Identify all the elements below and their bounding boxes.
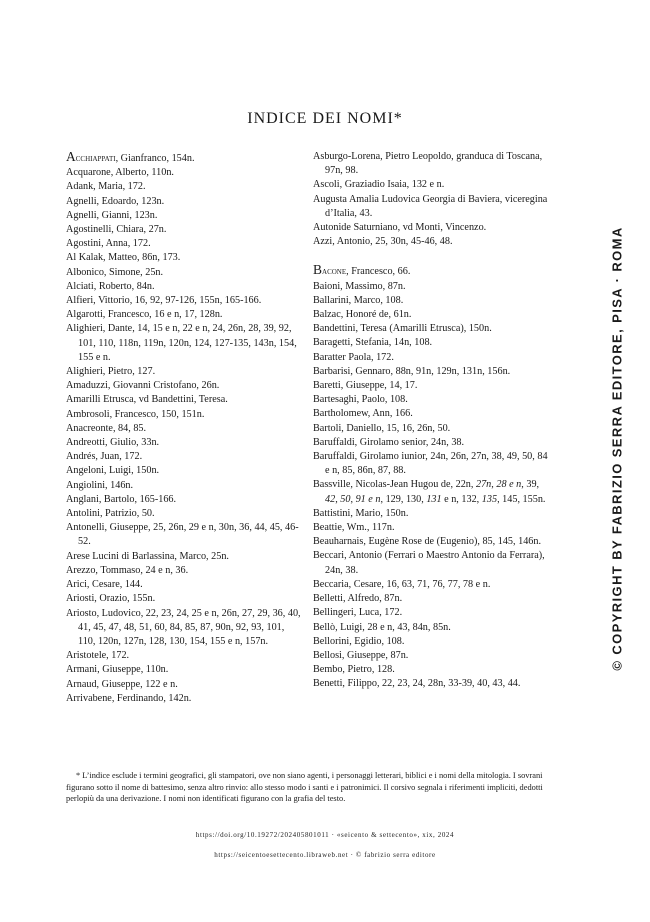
- index-entry: Bellingeri, Luca, 172.: [313, 607, 403, 619]
- index-entry: Autonide Saturniano, vd Monti, Vincenzo.: [313, 222, 487, 234]
- footnote-text: L’indice esclude i termini geografici, gli stampatori, ove non siano agenti, i personaggi letterari, biblici e i nomi della mitologia. I sovrani figurano sotto il nome di battesimo, senza altro rinvio: allo stesso modo i santi e i patronimici. Il corsivo segnala i riferimenti impliciti, dedotti perlopiù da una derivazione. I nomi non identificati figurano con la grafia del testo.: [66, 771, 543, 803]
- index-entry: Baragetti, Stefania, 14n, 108.: [313, 337, 433, 349]
- index-entry: Al Kalak, Matteo, 86n, 173.: [66, 252, 181, 264]
- bassville-italic: 131: [426, 493, 442, 505]
- bassville-italic: 135: [481, 493, 498, 505]
- index-entry: Ambrosoli, Francesco, 150, 151n.: [66, 408, 205, 420]
- index-entry: Bartoli, Daniello, 15, 16, 26n, 50.: [313, 422, 451, 434]
- index-entry: Battistini, Mario, 150n.: [313, 507, 409, 519]
- index-entry: Arese Lucini di Barlassina, Marco, 25n.: [66, 550, 229, 562]
- right-b-entry-list-1: [313, 280, 551, 479]
- index-entry: Beattie, Wm., 117n.: [313, 522, 395, 534]
- index-entry: Benetti, Filippo, 22, 23, 24, 28n, 33-39, 40, 43, 44.: [313, 678, 521, 690]
- index-entry: Agnelli, Edoardo, 123n.: [66, 195, 165, 207]
- index-entry: Agostinelli, Chiara, 27n.: [66, 224, 167, 236]
- index-entry: Antolini, Patrizio, 50.: [66, 508, 155, 520]
- index-entry: Baruffaldi, Girolamo iunior, 24n, 26n, 27n, 38, 49, 50, 84 e n, 85, 86n, 87, 88.: [313, 451, 548, 477]
- footnote-mark: *: [76, 771, 81, 780]
- index-entry: Azzi, Antonio, 25, 30n, 45-46, 48.: [313, 236, 453, 248]
- index-entry: Ariosti, Orazio, 155n.: [66, 593, 156, 605]
- index-entry: Anacreonte, 84, 85.: [66, 422, 147, 434]
- bassville-part: , 129, 130,: [380, 493, 427, 505]
- index-entry: Angiolini, 146n.: [66, 479, 134, 491]
- index-entry: Arrivabene, Ferdinando, 142n.: [66, 692, 192, 704]
- right-a-entry-list: [313, 150, 551, 249]
- bassville-italic: 28 e n: [496, 479, 522, 491]
- index-column-left: [66, 150, 304, 706]
- right-b-entry-list-2: [313, 507, 551, 692]
- index-entry: Beccaria, Cesare, 16, 63, 71, 76, 77, 78 e n.: [313, 578, 491, 590]
- index-entry: Agostini, Anna, 172.: [66, 238, 151, 250]
- index-entry: Arnaud, Giuseppe, 122 e n.: [66, 678, 178, 690]
- index-entry: Bellò, Luigi, 28 e n, 43, 84n, 85n.: [313, 621, 451, 633]
- index-entry-first-a: [66, 150, 304, 166]
- index-entry: Baratter Paola, 172.: [313, 351, 394, 363]
- index-entry: Algarotti, Francesco, 16 e n, 17, 128n.: [66, 309, 223, 321]
- index-entry-first-b: [313, 263, 551, 279]
- page-title: [0, 110, 650, 128]
- index-entry: Asburgo-Lorena, Pietro Leopoldo, granduca di Toscana, 97n, 98.: [313, 151, 543, 177]
- index-entry-bassville: [313, 478, 551, 506]
- index-entry: Barbarisi, Gennaro, 88n, 91n, 129n, 131n, 156n.: [313, 365, 511, 377]
- bassville-italic: 50: [340, 493, 351, 505]
- copyright-text: © COPYRIGHT BY FABRIZIO SERRA EDITORE, PISA · ROMA: [609, 225, 625, 671]
- bassville-italic: 27n: [475, 479, 492, 491]
- doi-footer: https://doi.org/10.19272/202405801011 · «seicento & settecento», xix, 2024: [195, 831, 455, 839]
- index-entry: Acquarone, Alberto, 110n.: [66, 167, 174, 179]
- index-entry: Aristotele, 172.: [66, 650, 130, 662]
- index-entry: Agnelli, Gianni, 123n.: [66, 209, 158, 221]
- bassville-part: ,: [350, 493, 356, 505]
- index-entry: Antonelli, Giuseppe, 25, 26n, 29 e n, 30n, 36, 44, 45, 46-52.: [66, 522, 299, 548]
- first-word-rest-b: acone: [322, 266, 347, 278]
- index-entry: Beauharnais, Eugène Rose de (Eugenio), 85, 145, 146n.: [313, 536, 542, 548]
- bassville-part: , 145, 155n.: [497, 493, 546, 505]
- drop-letter-b: B: [313, 262, 323, 278]
- index-entry: Bartesaghi, Paolo, 108.: [313, 394, 408, 406]
- bassville-part: Bassville, Nicolas-Jean Hugou de, 22n,: [313, 479, 476, 491]
- index-entry: Bembo, Pietro, 128.: [313, 664, 395, 676]
- left-entry-list: [66, 166, 304, 706]
- index-entry: Baioni, Massimo, 87n.: [313, 280, 406, 292]
- index-entry: Anglani, Bartolo, 165-166.: [66, 493, 177, 505]
- index-entry: Amaduzzi, Giovanni Cristofano, 26n.: [66, 380, 220, 392]
- website-footer: https://seicentoesettecento.libraweb.net · © fabrizio serra editore: [214, 851, 436, 859]
- index-entry: Ballarini, Marco, 108.: [313, 294, 404, 306]
- index-entry: Armani, Giuseppe, 110n.: [66, 664, 169, 676]
- index-entry: Ascoli, Graziadio Isaia, 132 e n.: [313, 179, 445, 191]
- bassville-part: , 39,: [521, 479, 540, 491]
- letter-gap: [313, 249, 551, 263]
- copyright-notice: [606, 225, 628, 671]
- index-entry: Albonico, Simone, 25n.: [66, 266, 164, 278]
- index-entry: Andrés, Juan, 172.: [66, 451, 143, 463]
- index-column-right: [313, 150, 551, 692]
- index-entry: Belletti, Alfredo, 87n.: [313, 593, 403, 605]
- title-mark: *: [393, 110, 403, 127]
- bassville-part: e n, 132,: [441, 493, 482, 505]
- first-entry-rest-b: , Francesco, 66.: [346, 266, 411, 278]
- index-entry: Andreotti, Giulio, 33n.: [66, 437, 160, 449]
- index-entry: Bellosi, Giuseppe, 87n.: [313, 649, 409, 661]
- index-entry: Angeloni, Luigi, 150n.: [66, 465, 160, 477]
- index-entry: Baretti, Giuseppe, 14, 17.: [313, 380, 418, 392]
- index-entry: Bartholomew, Ann, 166.: [313, 408, 413, 420]
- first-word-rest: cchiappati: [75, 153, 116, 164]
- index-entry: Baruffaldi, Girolamo senior, 24n, 38.: [313, 436, 465, 448]
- index-entry: Bellorini, Egidio, 108.: [313, 635, 405, 647]
- index-entry: Augusta Amalia Ludovica Georgia di Baviera, viceregina d’Italia, 43.: [313, 193, 548, 219]
- index-entry: Arezzo, Tommaso, 24 e n, 36.: [66, 564, 189, 576]
- bassville-part: ,: [491, 479, 497, 491]
- index-entry: Balzac, Honoré de, 61n.: [313, 309, 412, 321]
- index-entry: Beccari, Antonio (Ferrari o Maestro Antonio da Ferrara), 24n, 38.: [313, 550, 545, 576]
- drop-letter-a: A: [66, 149, 76, 164]
- bassville-italic: 42: [325, 493, 336, 505]
- index-entry: Alighieri, Pietro, 127.: [66, 366, 156, 378]
- title-text: INDICE DEI NOMI: [247, 110, 394, 127]
- index-entry: Ariosto, Ludovico, 22, 23, 24, 25 e n, 26n, 27, 29, 36, 40, 41, 45, 47, 48, 51, 60, 84, 85, 87, 90n, 92, 93, 101, 110, 120n, 127n, 128, 130, 154, 155 e n, 157n.: [66, 607, 301, 647]
- first-entry-rest: , Gianfranco, 154n.: [115, 153, 195, 164]
- index-entry: Alciati, Roberto, 84n.: [66, 280, 155, 292]
- index-entry: Adank, Maria, 172.: [66, 181, 146, 193]
- index-entry: Bandettini, Teresa (Amarilli Etrusca), 150n.: [313, 323, 492, 335]
- footnote: [66, 770, 556, 805]
- bassville-italic: 91 e n: [355, 493, 381, 505]
- index-entry: Alighieri, Dante, 14, 15 e n, 22 e n, 24, 26n, 28, 39, 92, 101, 110, 118n, 119n, 120n, 124, 127-135, 143n, 154, 155 e n.: [66, 323, 297, 363]
- index-entry: Alfieri, Vittorio, 16, 92, 97-126, 155n, 165-166.: [66, 295, 262, 307]
- index-entry: Amarilli Etrusca, vd Bandettini, Teresa.: [66, 394, 228, 406]
- index-entry: Arici, Cesare, 144.: [66, 579, 143, 591]
- bassville-part: ,: [335, 493, 341, 505]
